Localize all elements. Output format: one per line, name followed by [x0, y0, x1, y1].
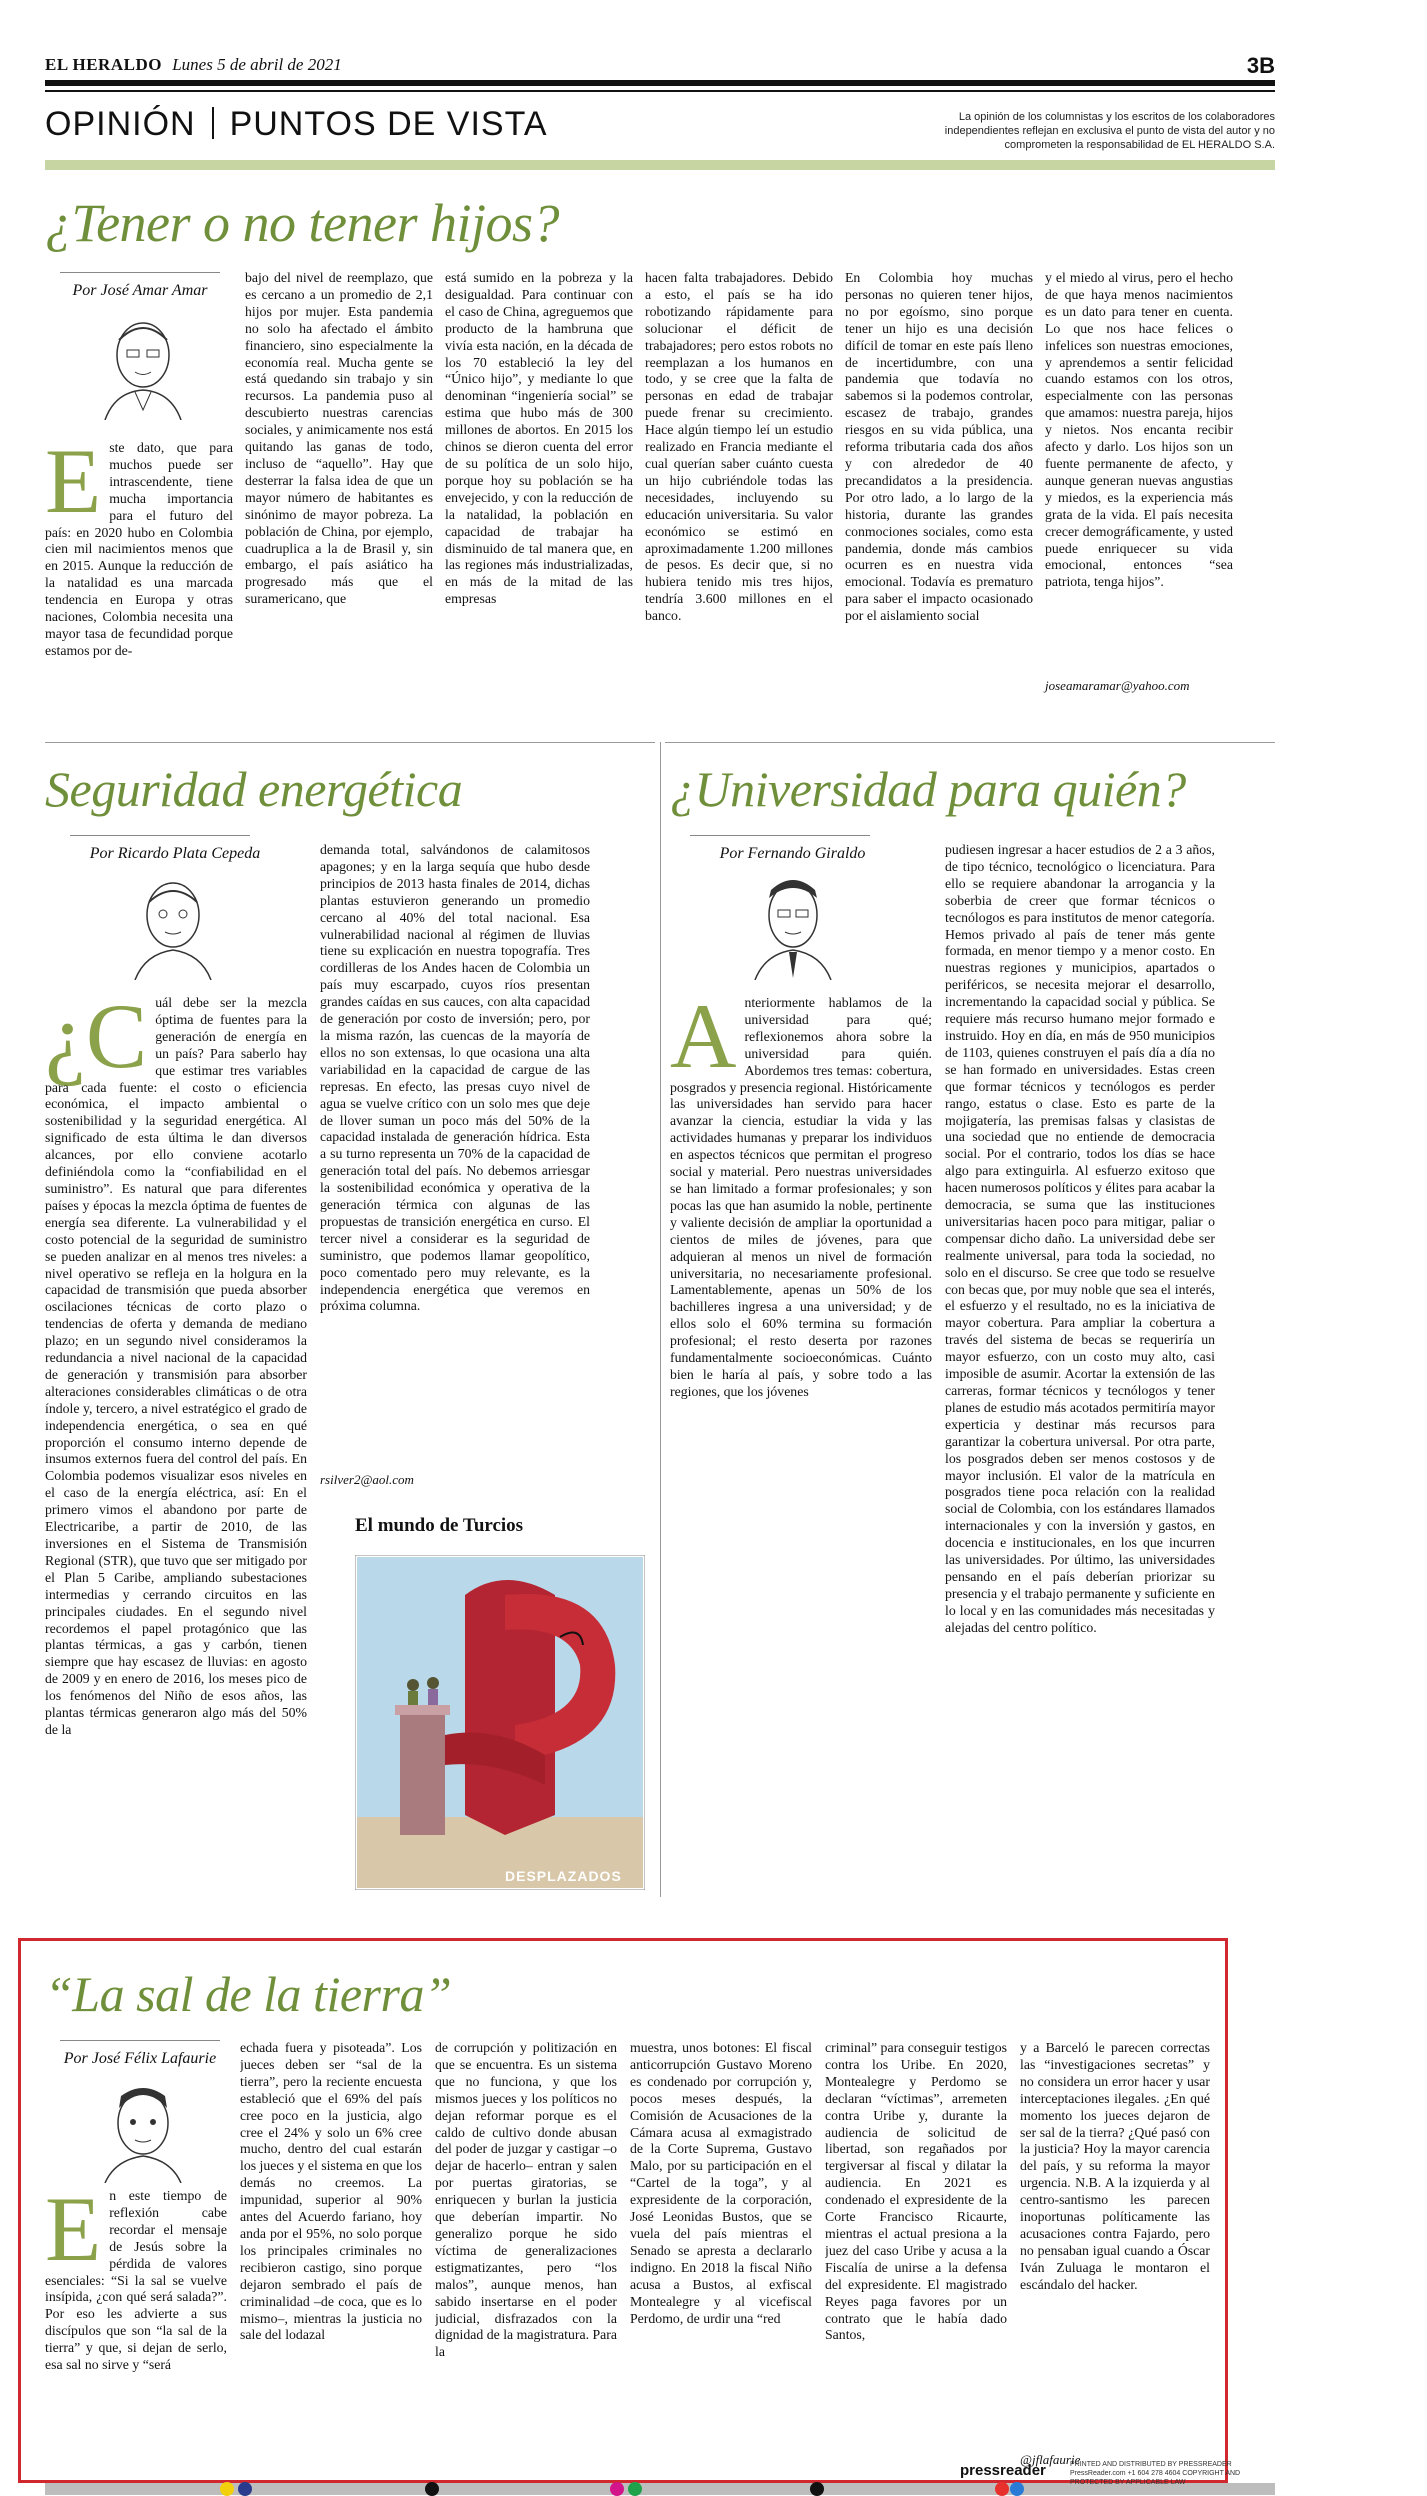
- author-portrait-ricardo-plata: [125, 870, 220, 980]
- author-portrait-jose-felix-lafaurie: [95, 2078, 190, 2183]
- page-number: 3B: [1246, 53, 1275, 78]
- registration-dot-red: [995, 2482, 1009, 2496]
- article1-col-2: bajo del nivel de reemplazo, que es cercano a un promedio de 2,1 hijos por mujer. Esta pandemia no solo ha afectado el ámbito financiero, sino especialmente la economía real. Mucha gente se está quedando sin trabajo y sin recursos. La pandemia puso al descubierto nuestras carencias sociales, y animicamente nos está quitando las ganas de todo, incluso de “aquello”. Hay que desterrar la falsa idea de que un mayor número de habitantes es sinónimo de mayor pobreza. La población de China, por ejemplo, cuadruplica a la de Brasil y, sin embargo, el país asiático ha progresado más que el suramericano, que: [245, 270, 433, 607]
- masthead-rule: [45, 80, 1275, 86]
- section-green-bar: [45, 160, 1275, 170]
- pressreader-notice: PRINTED AND DISTRIBUTED BY PRESSREADER PressReader.com +1 604 278 4604 COPYRIGHT AND PROTECTED BY APPLICABLE LAW: [1070, 2461, 1241, 2486]
- article4-col-3: de corrupción y politización en que se encuentra. Es un sistema que no funciona, y que los mismos jueces y los políticos no dejan reformar porque es el caldo de cultivo donde abusan del poder de juzgar y castigar –o dejar de hacerlo– entran y salen por puertas giratorias, se enriquecen y burlan la justicia que deberían impartir. No generalizo porque he sido víctima de generalizaciones estigmatizantes, pero “los malos”, aunque menos, han sabido insertarse en el poder judicial, disfrazados con la dignidad de la magistratura. Para la: [435, 2040, 617, 2360]
- article1-col-1: Este dato, que para muchos puede ser intrascendente, tiene mucha importancia para el futuro del país: en 2020 hubo en Colombia cien mil nacimientos menos que en 2015. Aunque la reducción de la natalidad es una marcada tendencia en Europa y otras naciones, Colombia necesita una mayor tasa de fecundidad porque estamos por de-: [45, 440, 233, 658]
- masthead: [45, 55, 1275, 79]
- dropcap: E: [45, 2188, 102, 2280]
- section-divider: [212, 107, 214, 139]
- article2-byline: Por Ricardo Plata Cepeda: [89, 845, 261, 862]
- masthead-rule-thin: [45, 90, 1275, 92]
- article3-col-1: Anteriormente hablamos de la universidad para qué; reflexionemos ahora sobre la universidad para quién. Abordemos tres temas: cobertura, posgrados y presencia regional. Históricamente las universidades han servido para hacer avanzar la ciencia, estudiar la vida y las actividades humanas y preparar los individuos en aspectos técnicos que permitan el progreso social y material. Pero nuestras universidades se han limitado a formar profesionales; y son pocas las que han asumido la noble, pertinente y valiente decisión de ampliar la oportunidad a cientos de miles de jóvenes, para que adquieran al menos un nivel de formación universitaria, no necesariamente profesional. Lamentablemente, apenas un 50% de los bachilleres ingresa a una universidad; y de ellos solo el 60% termina su formación profesional; el resto deserta por razones fundamentalmente socioeconómicas. Cuánto bien le haría al país, y sobre todo a las regiones, que los jóvenes: [670, 995, 932, 1399]
- dropcap: E: [45, 440, 102, 532]
- article1-headline: ¿Tener o no tener hijos?: [45, 193, 559, 253]
- section-header: [45, 105, 548, 144]
- dropcap: ¿C: [45, 995, 148, 1087]
- registration-dot-blue: [238, 2482, 252, 2496]
- article1-col-6: y el miedo al virus, pero el hecho de que haya menos nacimientos es un dato para tener en cuenta. Lo que nos hace felices o infelices son nuestras emociones, y aprendemos a sentir felicidad cuando estamos con los otros, especialmente con las personas que amamos: nuestra pareja, hijos y nietos. Nos encanta recibir afecto y darlo. Los hijos son un fuente permanente de afecto, y aunque generan nuevas angustias y miedos, es la experiencia más grata de la vida. El país necesita crecer demográficamente, y usted puede enriquecer su vida emocional, entonces “sea patriota, tenga hijos”.: [1045, 270, 1233, 590]
- byline-rule: [690, 835, 870, 836]
- section-title: OPINIÓN: [45, 105, 196, 143]
- cartoon-caption: DESPLAZADOS: [505, 1868, 622, 1884]
- registration-dot-yellow: [220, 2482, 234, 2496]
- article2-headline: Seguridad energética: [45, 761, 463, 817]
- cartoon-title: El mundo de Turcios: [355, 1515, 524, 1536]
- article4-col-1: En este tiempo de reflexión cabe recordar el mensaje de Jesús sobre la pérdida de valores esenciales: “Si la sal se vuelve insípida, ¿con qué será salada?”. Por eso les advierte a sus discípulos que son “la sal de la tierra” y que, si dejan de serlo, esa sal no sirve y “será: [45, 2188, 227, 2373]
- registration-dot-green: [628, 2482, 642, 2496]
- author-portrait-jose-amar: [95, 310, 190, 420]
- article4-col-6: y a Barceló le parecen correctas las “investigaciones secretas” y no considera un error hacer y usar interceptaciones ilegales. ¿En qué momento los jueces dejaron de ser sal de la tierra? ¿Qué pasó con la justicia? Hoy la mayor carencia del país, y su reforma la mayor urgencia. N.B. A la izquierda y al centro-santismo les parecen inoportunas políticamente las acusaciones contra Fajardo, pero no pensaban igual cuando a Óscar Iván Zuluaga le montaron el escándalo del hacker.: [1020, 2040, 1210, 2292]
- article4-author-twitter[interactable]: @jflafaurie: [1020, 2452, 1081, 2467]
- article2-author-email[interactable]: rsilver2@aol.com: [320, 1472, 414, 1487]
- registration-dot-black: [425, 2482, 439, 2496]
- article3-byline: Por Fernando Giraldo: [719, 845, 866, 862]
- article2-col-2: demanda total, salvándonos de calamitosos apagones; y en la larga sequía que hubo desde principios de 2013 hasta finales de 2014, dichas plantas estuvieron generando un promedio cercano al 40% del total nacional. Esa vulnerabilidad nacional al régimen de lluvias tiene su explicación en nuestra topografía. Tres cordilleras de los Andes hacen de Colombia un país muy escarpado, cuyos ríos presentan grandes caídas en sus cauces, con alta capacidad de generación por costo de inversión; pero, por la misma razón, las cuencas de la mayoría de ellos no son extensas, lo que ocasiona una alta variabilidad en la capacidad de cargue de las represas. En efecto, las presas cuyo nivel de agua se vuelve crítico con un solo mes que deje de llover suman un poco más del 50% de la capacidad instalada de generación hídrica. Esta a su turno representa un 70% de la capacidad de generación total del país. No debemos arriesgar la sostenibilidad económica y operativa de la generación térmica con algunas de las propuestas de transición energética en curso. El tercer nivel a considerar es la seguridad de suministro, que podemos llamar geopolítico, poco comentado pero muy relevante, es la independencia energética que veremos en próxima columna.: [320, 842, 590, 1314]
- pressreader-brand: pressreader: [960, 2462, 1046, 2479]
- author-portrait-fernando-giraldo: [745, 870, 840, 980]
- article2-col-1: ¿C uál debe ser la mezcla óptima de fuentes para la generación de energía en un país? Para saberlo hay que estimar tres variables para cada fuente: el costo o eficiencia económica, el impacto ambiental o sostenibilidad y la seguridad energética. Al significado de esta última le dan diversos alcances, por ello conviene acotarlo definiéndola como la “confiabilidad en el suministro”. Es natural que para diferentes países y épocas la mezcla óptima de fuentes de energía sea diferente. La vulnerabilidad y el costo potencial de la seguridad de suministro se pueden analizar en al menos tres niveles: a nivel operativo se refleja en la holgura en la capacidad de transmisión que pueda absorber oscilaciones técnicas de corto plazo o tendencias de oferta y demanda de mediano plazo; en un segundo nivel consideramos la redundancia a nivel nacional de la capacidad de generación y transmisión para absorber alteraciones considerables climáticas o de otra índole y, tercero, a nivel estratégico el grado de independencia energética, o sea en qué proporción el consumo interno depende de insumos externos fuera del control del país. En Colombia podemos visualizar esos niveles en el caso de la energía eléctrica, así: En el primero vimos el abandono por parte de Electricaribe, a partir de 2010, de las inversiones en el Sistema de Transmisión Regional (STR), que tuvo que ser mitigado por el Plan 5 Caribe, ampliando subestaciones intermedias y cerrando circuitos en las principales ciudades. En el segundo nivel recordemos el papel protagónico que las plantas térmicas, a gas y carbón, tienen siempre que hay escasez de lluvias: en agosto de 2009 y en enero de 2016, los meses pico de los fenómenos del Niño de esos años, las plantas térmicas generaron algo más del 50% de la: [45, 995, 307, 1737]
- article3-col-2: pudiesen ingresar a hacer estudios de 2 a 3 años, de tipo técnico, tecnológico o licenciatura. Para ello se requiere abandonar la arrogancia y la soberbia de creer que formar técnicos o tecnólogos es para institutos de menor categoría. Hemos privado al país de tener más gente formada, en menor tiempo y a menor costo. En nuestras regiones y municipios, apartados o periféricos, se necesita mejorar el desarrollo, incrementando la capacidad social y pública. Se requiere más recurso humano mejor formado e instruido. Hoy en día, en más de 950 municipios de 1103, quienes construyen el país día a día no se han formado en universidades. Estas creen que formar técnicos y tecnólogos es perder rango, estatus o clase. Esto es parte de la mojigatería, las premisas falsas y clasistas de una sociedad que no entiende de democracia social. Por el contrario, todos los días se hace algo para extinguirla. Al esfuerzo exitoso que hacen numerosos políticos y élites para acabar la democracia, se suma que las instituciones universitarias hacen poco para mitigar, paliar o compensar dicho daño. La universidad debe ser realmente universal, para toda la sociedad, no solo en el discurso. Se cree que todo se resuelve con becas que, por muy noble que sea el interés, el esfuerzo y el resultado, no es la iniciativa de mayor cobertura. Para ampliar la cobertura a través del sistema de becas se requeriría un mayor esfuerzo, con un costo muy alto, casi imposible de asumir. Acortar la extensión de las carreras, formar técnicos y tecnólogos y tener planes de estudio más acotados permitiría mayor experticia y destinar más recursos para garantizar la cobertura universal. Por otra parte, los posgrados deben ser menos costosos y de mayor inclusión. El valor de la matrícula en posgrados tiene poca relación con la realidad social de Colombia, con los estándares llamados internacionales y con la inversión y gastos, en docencia e institucionales, en los que incurren las universidades. Por último, las universidades pensando en el país deberían priorizar su presencia y el trabajo permanente y suficiente en lo local y en las comunidades más necesitadas y alejadas del centro político.: [945, 842, 1215, 1635]
- pressreader-logo: [960, 2462, 1046, 2479]
- dropcap: A: [670, 995, 737, 1087]
- byline-rule: [70, 835, 250, 836]
- article4-col-4: muestra, unos botones: El fiscal anticorrupción Gustavo Moreno es condenado por corrupción y, pocos meses después, la Comisión de Acusaciones de la Cámara acusa al exmagistrado de la Corte Suprema, Gustavo Malo, por su participación en el “Cartel de la toga”, y al expresidente de la corporación, José Leonidas Bustos, que se vuela del país mientras el Senado se apresta a declararlo indigno. En 2018 la fiscal Niño acusa a Bustos, al exfiscal Montealegre y al vicefiscal Perdomo, de urdir una “red: [630, 2040, 812, 2326]
- column-divider: [660, 742, 661, 1897]
- article1-col-3: está sumido en la pobreza y la desigualdad. Para continuar con el caso de China, agreguemos que producto de la hambruna que vivía esta nación, en la década de los 70 estableció la ley del “Único hijo”, y mediante lo que denominan “ingeniería social” se estima que hubo más de 300 millones de abortos. En 2015 los chinos se dieron cuenta del error de su política de un solo hijo, porque hoy su población se ha envejecido, y con la reducción de la natalidad, la población en capacidad de trabajar ha disminuido de tal manera que, en las regiones más industrializadas, en más de la mitad de las empresas: [445, 270, 633, 607]
- newspaper-name: EL HERALDO: [45, 55, 162, 74]
- byline-rule: [60, 272, 220, 273]
- issue-date: Lunes 5 de abril de 2021: [172, 55, 342, 74]
- article4-col-5: criminal” para conseguir testigos contra los Uribe. En 2020, Montealegre y Perdomo se declaran “víctimas”, arremeten contra Uribe y, durante la audiencia de solicitud de libertad, son regañados por tergiversar al fiscal y dilatar la audiencia. En 2021 es condenado el expresidente de la Corte Francisco Ricaurte, mientras el actual presiona a la juez del caso Uribe y acusa a la Fiscalía de unirse a la defensa del expresidente. El magistrado Reyes paga favores por un contrato que le había dado Santos,: [825, 2040, 1007, 2343]
- section-subtitle: PUNTOS DE VISTA: [229, 105, 548, 143]
- article1-col-5: En Colombia hoy muchas personas no quieren tener hijos, no por egoísmo, sino porque tener un hijo es una decisión difícil de tomar en este país lleno de incertidumbre, con una pandemia que todavía no sabemos si la podemos controlar, escasez de trabajo, grandes riesgos en su vida pública, una reforma tributaria cada dos años y con alrededor de 40 precandidatos a la presidencia. Por otro lado, a lo largo de la historia, durante las grandes conmociones sociales, como esta pandemia, donde más cambios ocurren es en nuestra vida emocional. Todavía es prematuro para saber el impacto ocasionado por el aislamiento social: [845, 270, 1033, 624]
- article4-col-2: echada fuera y pisoteada”. Los jueces deben ser “sal de la tierra”, pero la reciente encuesta estableció que el 69% del país cree poco en la justicia, algo cree el 24% y solo un 6% cree mucho, dentro del cual estarán los jueces y el sistema en que los demás no creemos. La impunidad, superior al 90% antes del Acuerdo fariano, hoy anda por el 95%, no solo porque los principales criminales no recibieron castigo, sino porque dejaron sembrado el país de criminalidad –de coca, que es lo mismo–, mientras la justicia no sale del lodazal: [240, 2040, 422, 2343]
- registration-dot-magenta: [610, 2482, 624, 2496]
- article1-author-email[interactable]: joseamaramar@yahoo.com: [1045, 678, 1190, 693]
- article4-headline: “La sal de la tierra”: [45, 1966, 452, 2022]
- article1-byline: Por José Amar Amar: [72, 282, 208, 299]
- article-separator: [665, 742, 1275, 743]
- registration-dot-cyan: [1010, 2482, 1024, 2496]
- article-separator: [45, 742, 655, 743]
- cartoon-illustration: [355, 1555, 645, 1890]
- registration-dot-black: [810, 2482, 824, 2496]
- article1-col-4: hacen falta trabajadores. Debido a esto, el país se ha ido robotizando rápidamente para solucionar el déficit de trabajadores; pero estos robots no reemplazan a los humanos en todo, y se cree que la falta de personas en edad de trabajar puede frenar su crecimiento. Hace algún tiempo leí un estudio realizado en Francia mediante el cual querían saber cuánto cuesta un hijo cubriéndole todas las necesidades, incluyendo su educación universitaria. Su valor económico se estimó en aproximadamente 1.200 millones de pesos. Es decir que, si no hubiera tenido mis tres hijos, tendría 3.600 millones en el banco.: [645, 270, 833, 624]
- editorial-disclaimer: La opinión de los columnistas y los escritos de los colaboradores independientes reflejan en exclusiva el punto de vista del autor y no comprometen la responsabilidad de EL HERALDO S.A.: [944, 111, 1275, 151]
- article3-headline: ¿Universidad para quién?: [670, 761, 1186, 817]
- article4-byline: Por José Félix Lafaurie: [63, 2050, 217, 2067]
- byline-rule: [60, 2040, 220, 2041]
